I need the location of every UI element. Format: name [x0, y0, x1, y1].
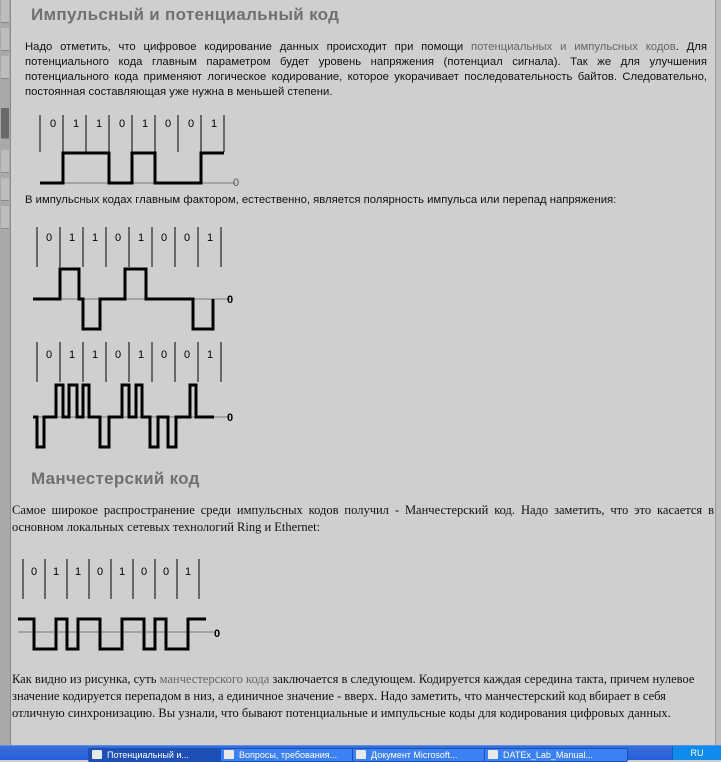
bit-label: 0 — [165, 118, 172, 130]
window-icon — [92, 750, 102, 759]
paragraph-impulse: В импульсных кодах главным фактором, естественно, является полярность импульса или перепад напряжения: — [25, 194, 617, 206]
taskbar-item-1[interactable]: Потенциальный и... — [88, 748, 232, 762]
paragraph-manchester: Самое широкое распространение среди импульсных кодов получил - Манчестерский код. Надо заметить, что это касается в основном локальных сетевых технологий Ring и Ethernet: — [12, 503, 714, 534]
bit-label: 1 — [92, 232, 99, 244]
bit-label: 1 — [138, 349, 145, 361]
taskbar-item-4[interactable]: DATEx_Lab_Manual... — [484, 748, 628, 762]
zero-level-label: 0 — [227, 294, 234, 306]
bit-label: 1 — [185, 566, 192, 578]
bit-label: 1 — [75, 566, 82, 578]
zero-level-label: 0 — [233, 177, 240, 189]
bit-label: 0 — [115, 232, 122, 244]
bit-label: 0 — [119, 118, 126, 130]
link-potential-impulse-codes[interactable]: потенциальных и импульсных кодов — [471, 41, 676, 53]
bit-label: 1 — [207, 349, 214, 361]
diagram-impulse-code-1 — [25, 225, 240, 335]
heading-impulse-potential: Импульсный и потенциальный код — [31, 5, 340, 24]
taskbar-item-3[interactable]: Документ Microsoft... — [352, 748, 496, 762]
bit-label: 0 — [141, 566, 148, 578]
paragraph-intro: Надо отметить, что цифровое кодирование данных происходит при помощи потенциальных и импульсных кодов. Для потенциального кода главным параметром будет уровень напряжения (потенциал сигнала). Так же для улучшения потенциального кода применяют логическое кодирование, которое укорачивает последовательность байтов. Следовательно, постоянная составляющая уже нужна в меньшей степени. — [25, 41, 707, 98]
bit-label: 0 — [46, 232, 53, 244]
bit-label: 0 — [163, 566, 170, 578]
bit-label: 1 — [138, 232, 145, 244]
diagram-manchester-code — [14, 553, 229, 653]
system-tray-language[interactable]: RU — [672, 746, 721, 760]
heading-manchester: Манчестерский код — [31, 469, 200, 488]
bit-label: 0 — [184, 349, 191, 361]
diagram-impulse-code-2 — [25, 340, 240, 452]
bit-label: 1 — [119, 566, 126, 578]
bit-label: 0 — [161, 232, 168, 244]
bit-label: 0 — [46, 349, 53, 361]
bit-label: 0 — [50, 118, 57, 130]
bit-label: 1 — [207, 232, 214, 244]
bit-label: 1 — [211, 118, 218, 130]
left-scrollbar[interactable] — [0, 0, 11, 745]
taskbar-item-2[interactable]: Вопросы, требования... — [220, 748, 364, 762]
bit-label: 1 — [73, 118, 80, 130]
right-window-edge — [715, 0, 721, 745]
bit-label: 1 — [69, 349, 76, 361]
bit-label: 0 — [184, 232, 191, 244]
zero-level-label: 0 — [227, 412, 234, 424]
window-icon — [488, 750, 498, 759]
bit-label: 0 — [97, 566, 104, 578]
bit-label: 1 — [142, 118, 149, 130]
bit-label: 1 — [92, 349, 99, 361]
window-icon — [224, 750, 234, 759]
bit-label: 0 — [31, 566, 38, 578]
bit-label: 1 — [69, 232, 76, 244]
zero-level-label: 0 — [214, 628, 221, 640]
diagram-potential-code — [30, 110, 245, 190]
bit-label: 0 — [161, 349, 168, 361]
word-document-icon — [356, 750, 366, 759]
bit-label: 0 — [115, 349, 122, 361]
bit-label: 1 — [96, 118, 103, 130]
taskbar — [0, 745, 721, 760]
bit-label: 1 — [53, 566, 60, 578]
link-manchester-code[interactable]: манчестерского кода — [159, 672, 270, 686]
bit-label: 0 — [188, 118, 195, 130]
paragraph-conclusion: Как видно из рисунка, суть манчестерского кода заключается в следующем. Кодируется каждая середина такта, причем нулевое значение кодируется перепадом в низ, а единичное значение - вверх. Надо заметить, что манчестерский код вбирает в себя отличную синхронизацию. Вы узнали, что бывают потенциальные и импульсные коды для кодирования цифровых данных. — [12, 672, 695, 720]
